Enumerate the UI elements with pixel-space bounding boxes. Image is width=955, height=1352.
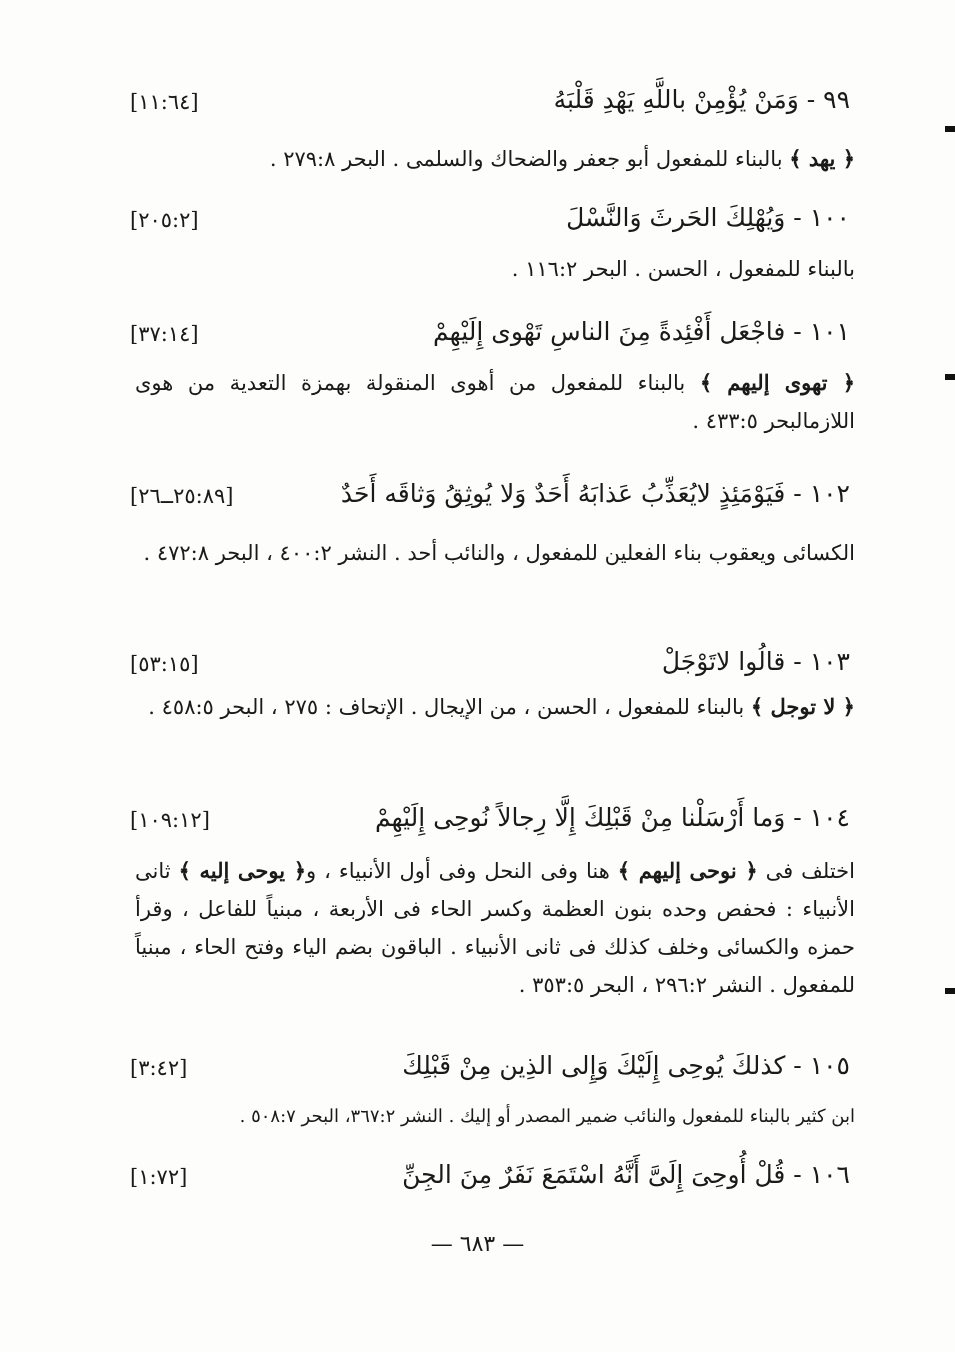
verse-text: ٩٩ - وَمَنْ يُؤْمِنْ باللَّهِ يَهْدِ قَلْبَهُ	[553, 85, 850, 114]
entry-104-heading	[130, 798, 850, 838]
note-text: بالبناء للمفعول ، الحسن ، من الإيجال . الإتحاف : ٢٧٥ ، البحر ٤٥٨:٥ .	[148, 695, 751, 719]
verse-text: ١٠١ - فاجْعَل أَفْئِدةً مِنَ الناسِ تَهْوى إِلَيْهِمْ	[433, 317, 850, 346]
verse-reference: [١:٧٢]	[130, 1165, 188, 1189]
entry-103-note	[135, 688, 855, 726]
entry-103-heading	[130, 642, 850, 682]
note-text: اختلف فى	[757, 859, 855, 883]
verse-reference: [٢٠٥:٢]	[130, 208, 199, 232]
margin-mark	[945, 988, 955, 994]
entry-99-note	[135, 140, 855, 178]
entry-102-heading	[130, 474, 850, 514]
note-text: هنا وفى النحل وفى أول الأنبياء ، و	[306, 859, 618, 883]
verse-text: ١٠٣ - قالُوا لاتَوْجَلْ	[661, 647, 850, 676]
verse-text: ١٠٠ - وَيُهْلِكَ الحَرثَ وَالنَّسْلَ	[566, 203, 850, 232]
entry-106-heading	[130, 1155, 850, 1195]
note-text: بالبناء للمفعول من أهوى المنقولة بهمزة التعدية من هوى اللازمالبحر ٤٣٣:٥ .	[135, 371, 855, 433]
note-text: ثانى الأنبياء : فحفص وحده بنون العظمة وكسر الحاء فى الأربعة ، مبنياً للفاعل ، وقرأ حمزه والكسائى وخلف كذلك فى ثانى الأنبياء . الباقون بضم الياء وفتح الحاء ، مبنياً للمفعول . النشر ٢٩٦:٢ ، البحر ٣٥٣:٥ .	[135, 859, 855, 997]
entry-101-note	[135, 364, 855, 440]
verse-text: ١٠٢ - فَيَوْمَئِذٍ لايُعَذِّبُ عَذابَهُ أَحَدٌ وَلا يُوثِقُ وَثاقَه أَحَدٌ	[340, 479, 850, 508]
note-text: الكسائى ويعقوب بناء الفعلين للمفعول ، والنائب أحد . النشر ٤٠٠:٢ ، البحر ٤٧٢:٨ .	[143, 541, 855, 565]
entry-101-heading	[130, 312, 850, 352]
highlighted-reading: ﴿ نوحى إليهم ﴾	[617, 858, 758, 883]
note-text: ابن كثير بالبناء للمفعول والنائب ضمير المصدر أو إليك . النشر ٣٦٧:٢، البحر ٥٠٨:٧ .	[239, 1106, 855, 1127]
verse-text: ١٠٥ - كذلكَ يُوحِى إِلَيْكَ وَإِلى الذِين مِنْ قَبْلِكَ	[402, 1051, 850, 1080]
margin-mark	[945, 374, 955, 380]
entry-104-note	[135, 852, 855, 1004]
verse-reference: [٢٥:٨٩ــ٢٦]	[130, 484, 234, 508]
verse-reference: [١١:٦٤]	[130, 90, 199, 114]
verse-reference: [٣:٤٢]	[130, 1056, 188, 1080]
page-number: — ٦٨٣ —	[430, 1232, 525, 1257]
verse-reference: [٣٧:١٤]	[130, 322, 199, 346]
margin-mark	[945, 126, 955, 132]
note-text: بالبناء للمفعول ، الحسن . البحر ١١٦:٢ .	[511, 257, 855, 281]
entry-105-heading	[130, 1046, 850, 1086]
note-text: بالبناء للمفعول أبو جعفر والضحاك والسلمى . البحر ٢٧٩:٨ .	[269, 147, 790, 171]
entry-102-note	[135, 534, 855, 572]
highlighted-reading: ﴿ يوحى إليه ﴾	[178, 858, 307, 883]
highlighted-reading: ﴿ لا توجل ﴾	[750, 694, 855, 719]
entry-100-heading	[130, 198, 850, 238]
entry-100-note	[135, 250, 855, 288]
verse-text: ١٠٦ - قُلْ أُوحِىَ إِلَىَّ أَنَّهُ اسْتَمَعَ نَفَرٌ مِنَ الجِنِّ	[402, 1160, 850, 1189]
verse-text: ١٠٤ - وَما أَرْسَلْنا مِنْ قَبْلِكَ إِلَّا رِجالاً نُوحِى إِلَيْهِمْ	[374, 803, 850, 832]
verse-reference: [١٠٩:١٢]	[130, 808, 210, 832]
highlighted-reading: ﴿ يهد ﴾	[789, 146, 855, 171]
entry-105-note	[135, 1098, 855, 1136]
verse-reference: [٥٣:١٥]	[130, 652, 199, 676]
entry-99-heading	[130, 80, 850, 120]
highlighted-reading: ﴿ تهوى إليهم ﴾	[699, 370, 856, 395]
